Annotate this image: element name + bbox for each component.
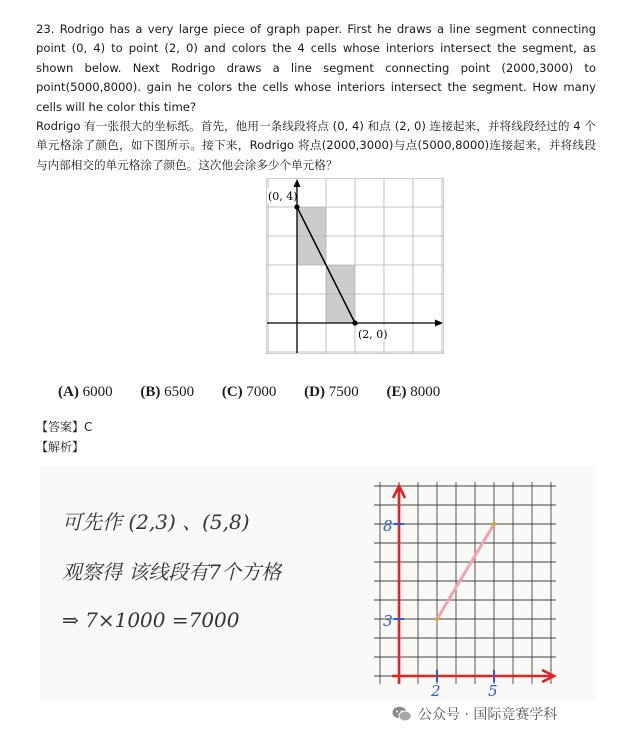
y-axis-arrow (294, 179, 301, 187)
hand-grid (374, 482, 556, 684)
choice-b: (B) 6500 (140, 384, 195, 400)
hand-end-point (492, 522, 496, 526)
watermark (392, 704, 557, 724)
hand-segment (437, 524, 494, 619)
wechat-icon (392, 706, 412, 722)
handwritten-line-2: 观察得 该线段有7个方格 (62, 560, 282, 584)
y-label-3: 3 (383, 612, 393, 630)
answer-value: C (84, 420, 93, 434)
choice-e: (E) 8000 (386, 384, 441, 400)
start-point (294, 204, 299, 209)
grid-lines (267, 179, 443, 353)
shaded-cell (326, 294, 355, 323)
figure-graph-paper (266, 178, 444, 354)
answer-line (36, 418, 92, 436)
end-label: (2, 0) (358, 328, 388, 341)
handwritten-graph (370, 476, 560, 702)
watermark-text: 公众号 · 国际竞赛学科 (418, 707, 558, 723)
problem-chinese: Rodrigo 有一张很大的坐标纸。首先，他用一条线段将点 (0, 4) 和点 (2, 0) 连接起来，并将线段经过的 4 个单元格涂了颜色，如下图所示。接下来，Rodrigo 将点(2000,3000)与点(5000,8000)连接起来，并将线段与内部相交的单元格涂了颜色。这次他会涂多少个单元格？ (36, 119, 596, 172)
problem-text (36, 20, 596, 175)
shaded-cell (297, 207, 326, 236)
solution-label: 【解析】 (36, 440, 85, 454)
handwritten-line-3: ⇒ 7×1000 =7000 (62, 608, 240, 632)
y-label-8: 8 (383, 517, 393, 535)
figure-svg (267, 179, 443, 353)
choice-d: (D) 7500 (304, 384, 359, 400)
x-label-5: 5 (488, 682, 498, 698)
answer-label: 【答案】 (36, 420, 85, 434)
shaded-cell (326, 265, 355, 294)
handwritten-graph-svg (370, 476, 560, 698)
hand-start-point (435, 617, 439, 621)
end-point (352, 320, 357, 325)
shaded-cell (297, 236, 326, 265)
choice-c: (C) 7000 (221, 384, 277, 400)
handwritten-line-1: 可先作 (2,3) 、(5,8) (62, 510, 250, 534)
problem-english: 23. Rodrigo has a very large piece of graph paper. First he draws a line segment connecting point (0, 4) to point (2, 0) and colors the 4 cells whose interiors intersect the segment, as shown below. Next Rodrigo draws a line segment connecting point (2000,3000) to point(5000,8000). gain he colors the cells whose interiors intersect the segment. How many cells will he color this time? (36, 22, 596, 114)
start-label: (0, 4) (268, 190, 298, 203)
choice-a: (A) 6000 (58, 384, 113, 400)
answer-choices (58, 384, 464, 401)
x-label-2: 2 (431, 682, 441, 698)
